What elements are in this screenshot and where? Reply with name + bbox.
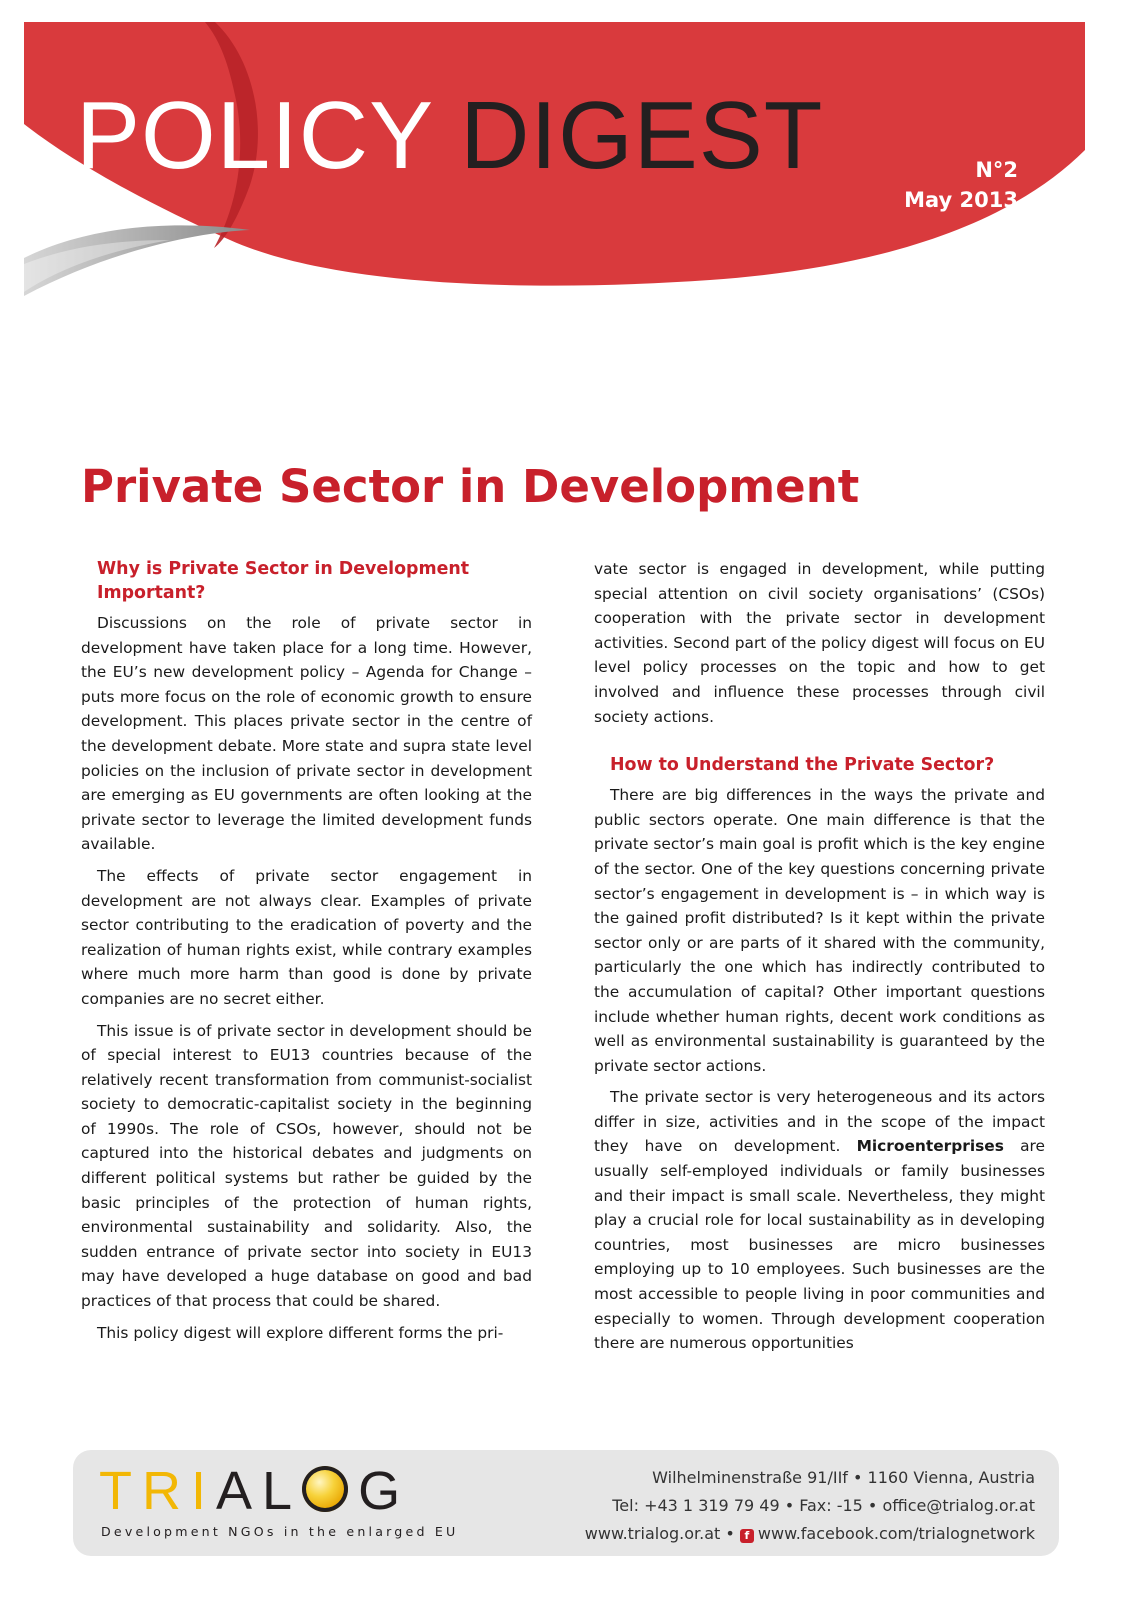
website-link[interactable]: www.trialog.or.at •: [584, 1524, 735, 1543]
masthead-word-policy: POLICY: [76, 82, 433, 189]
section-heading-understand: How to Understand the Private Sector?: [610, 755, 995, 776]
logo-a: A: [216, 1461, 263, 1521]
contact-block: [585, 1464, 1035, 1548]
issue-date: May 2013: [904, 188, 1018, 212]
issue-info: [904, 155, 1018, 215]
paragraph: Discussions on the role of private sector in development have taken place for a long time. However, the EU’s new development policy – Agenda for Change – puts more focus on the role of economic growth to ensure development. This places private sector in the centre of the development debate. More state and supra state level policies on the inclusion of private sector in development are emerging as EU governments are often looking at the private sector to leverage the limited development funds available.: [81, 614, 532, 854]
paragraph: [594, 1085, 1045, 1356]
phone-line: Tel: +43 1 319 79 49 • Fax: -15 • office@trialog.or.at: [612, 1496, 1035, 1515]
issue-number: N°2: [975, 158, 1018, 182]
article-title: Private Sector in Development: [81, 460, 860, 513]
bold-term-microenterprises: Microenterprises: [856, 1137, 1004, 1156]
logo-globe-icon: [302, 1466, 348, 1512]
paragraph: There are big differences in the ways the private and public sectors operate. One main difference is that the private sector’s main goal is profit which is the key engine of the sector. One of the key questions concerning private sector’s engagement in development is – in which way is the gained profit distributed? Is it kept within the private sector only or are parts of it shared with the community, particularly the one which has indirectly contributed to the accumulation of capital? Other important questions include whether human rights, decent work conditions as well as environmental sustainability is guaranteed by the private sector actions.: [594, 786, 1045, 1075]
paragraph: This policy digest will explore different forms the pri-: [97, 1323, 504, 1342]
trialog-logo: [99, 1462, 410, 1520]
logo-l: L: [262, 1461, 303, 1521]
web-line: [585, 1520, 1035, 1548]
left-column: [81, 557, 532, 1352]
masthead-word-digest: DIGEST: [460, 82, 824, 189]
paragraph: This issue is of private sector in development should be of special interest to EU13 countries because of the relatively recent transformation from communist-socialist society to democratic-capitalist society in the beginning of 1990s. The role of CSOs, however, should not be captured into the historical debates and judgments on different political systems but rather be guided by the basic principles of the protection of human rights, environmental sustainability and solidarity. Also, the sudden entrance of private sector into society in EU13 may have developed a huge database on good and bad practices of that process that could be shared.: [81, 1021, 532, 1311]
address-line: Wilhelminenstraße 91/IIf • 1160 Vienna, Austria: [652, 1468, 1035, 1487]
text-run: The private sector is very heterogeneous and its actors differ in size, activities and in the scope of the impact they have on development.: [594, 1088, 1045, 1156]
logo-tri: TRI: [99, 1461, 216, 1521]
logo-tagline: Development NGOs in the enlarged EU: [101, 1524, 459, 1539]
masthead-title: [76, 82, 824, 189]
logo-g: G: [358, 1461, 411, 1521]
right-column: [594, 557, 1045, 1363]
paragraph-continuation: vate sector is engaged in development, while putting special attention on civil society organisations’ (CSOs) cooperation with the private sector in development activities. Second part of the policy digest will focus on EU level policy processes on the topic and how to get involved and influence these processes through civil society actions.: [594, 560, 1045, 726]
footer-bar: [73, 1450, 1059, 1556]
text-run: are usually self-employed individuals or family businesses and their impact is small scale. Nevertheless, they might play a crucial role for local sustainability as in developing countries, most businesses are micro businesses employing up to 10 employees. Such businesses are the most accessible to people living in poor communities and especially to women. Through development cooperation there are numerous opportunities: [594, 1137, 1045, 1353]
section-heading-why-important: Why is Private Sector in Development Important?: [97, 559, 470, 603]
facebook-icon: f: [740, 1529, 754, 1543]
facebook-link[interactable]: www.facebook.com/trialognetwork: [757, 1524, 1035, 1543]
paragraph: The effects of private sector engagement in development are not always clear. Examples of private sector contributing to the eradication of poverty and the realization of human rights exist, while contrary examples where much more harm than good is done by private companies are no secret either.: [81, 866, 532, 1008]
